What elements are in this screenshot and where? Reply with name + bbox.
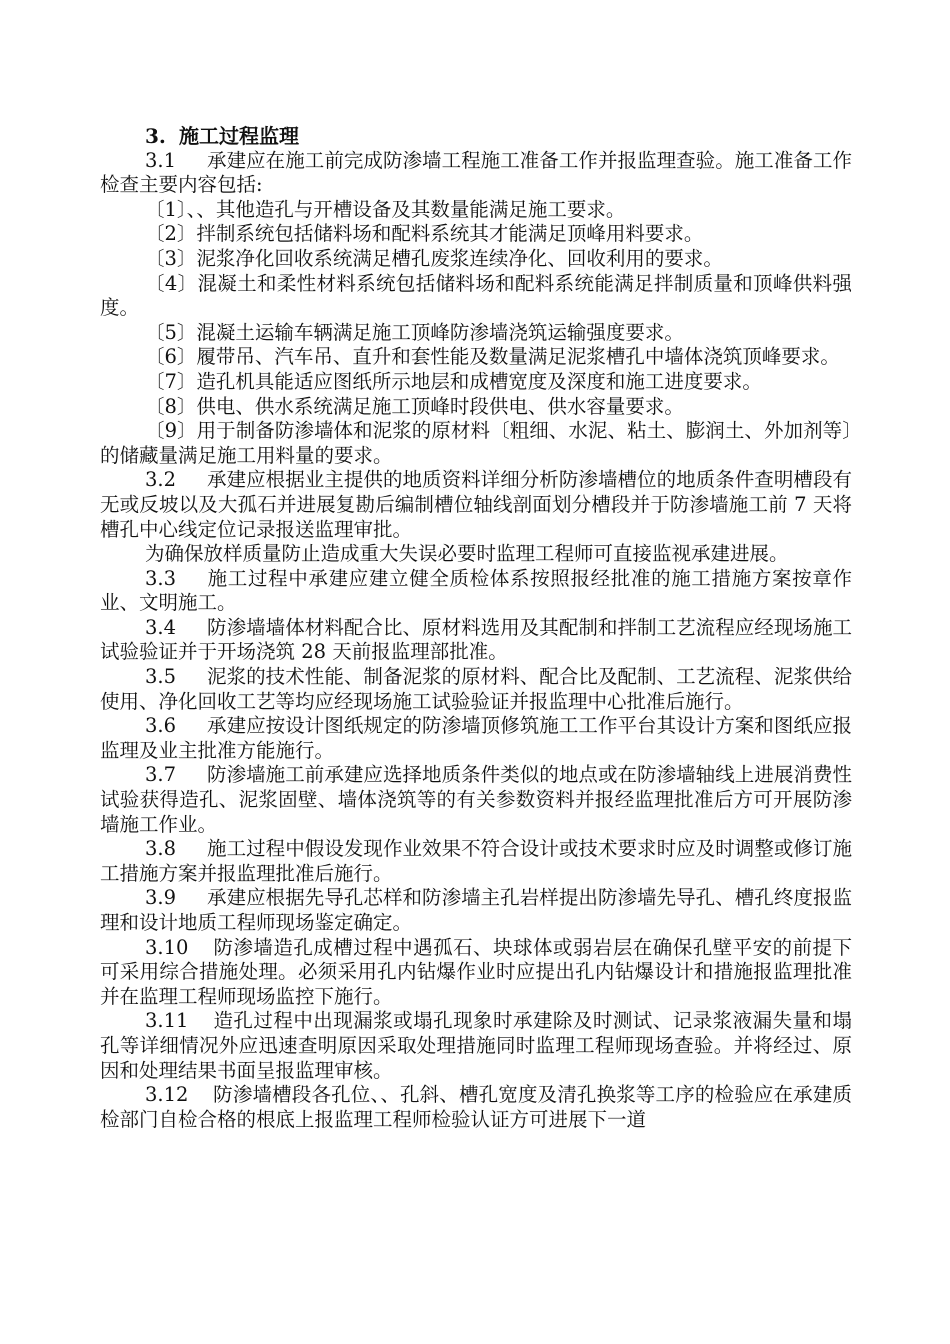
paragraph-number: 3.9 [145,886,177,910]
paragraph-text: 防渗墙墙体材料配合比、原材料选用及其配制和拌制工艺流程应经现场施工试验验证并于开场浇筑 28 天前报监理部批准。 [100,615,852,664]
paragraph-number: 3.12 [145,1083,189,1107]
paragraph-number: 3.6 [145,714,177,738]
list-item: 〔4〕混凝土和柔性材料系统包括储料场和配料系统能满足拌制质量和顶峰供料强度。 [100,271,852,320]
paragraph-number: 3.4 [145,615,177,639]
paragraph-3-12 [100,1083,852,1132]
paragraph-number: 3.1 [145,148,177,172]
paragraph-text: 防渗墙造孔成槽过程中遇孤石、块球体或弱岩层在确保孔壁平安的前提下可采用综合措施处理。必须采用孔内钻爆作业时应提出孔内钻爆设计和措施报监理批准并在监理工程师现场监控下施行。 [100,935,852,1008]
paragraph-text: 施工过程中承建应建立健全质检体系按照报经批准的施工措施方案按章作业、文明施工。 [100,566,852,615]
paragraph-3-11 [100,1009,852,1083]
paragraph-text: 防渗墙槽段各孔位、、孔斜、槽孔宽度及清孔换浆等工序的检验应在承建质检部门自检合格的根底上报监理工程师检验认证方可进展下一道 [100,1083,852,1131]
paragraph-3-9 [100,886,852,935]
list-item: 〔8〕供电、供水系统满足施工顶峰时段供电、供水容量要求。 [145,394,684,418]
paragraph-3-8 [100,837,852,886]
list-item: 〔9〕用于制备防渗墙体和泥浆的原材料〔粗细、水泥、粘土、膨润土、外加剂等〕的储藏量满足施工用料量的要求。 [100,419,852,467]
paragraph-number: 3.10 [145,935,189,959]
paragraph-number: 3.5 [145,665,177,689]
paragraph-3-5 [100,665,852,714]
list-item: 〔6〕履带吊、汽车吊、直升和套性能及数量满足泥浆槽孔中墙体浇筑顶峰要求。 [145,345,840,369]
list-item: 〔3〕泥浆净化回收系统满足槽孔废浆连续净化、回收利用的要求。 [145,246,723,270]
list-item: 〔1〕、、其他造孔与开槽设备及其数量能满足施工要求。 [145,197,626,221]
paragraph-text: 施工过程中假设发现作业效果不符合设计或技术要求时应及时调整或修订施工措施方案并报监理批准后施行。 [100,837,852,885]
list-item: 〔2〕拌制系统包括储料场和配料系统其才能满足顶峰用料要求。 [145,222,704,246]
section-title: 施工过程监理 [179,124,299,148]
list-item: 〔5〕混凝土运输车辆满足施工顶峰防渗墙浇筑运输强度要求。 [145,320,684,344]
paragraph-3-6 [100,714,852,763]
paragraph-text: 承建应根据先导孔芯样和防渗墙主孔岩样提出防渗墙先导孔、槽孔终度报监理和设计地质工程师现场鉴定确定。 [100,886,852,934]
paragraph-3-3 [100,567,852,616]
paragraph-text: 防渗墙施工前承建应选择地质条件类似的地点或在防渗墙轴线上进展消费性试验获得造孔、泥浆固壁、墙体浇筑等的有关参数资料并报经监理批准后方可开展防渗墙施工作业。 [100,763,852,836]
paragraph-text: 造孔过程中出现漏浆或塌孔现象时承建除及时测试、记录浆液漏失量和塌孔等详细情况外应迅速查明原因采取处理措施同时监理工程师现场查验。并将经过、原因和处理结果书面呈报监理审核。 [100,1009,852,1082]
paragraph-3-4 [100,616,852,665]
paragraph-3-2 [100,468,852,542]
section-number: 3. [145,124,166,148]
paragraph-text: 泥浆的技术性能、制备泥浆的原材料、配合比及配制、工艺流程、泥浆供给使用、净化回收工艺等均应经现场施工试验验证并报监理中心批准后施行。 [100,665,852,713]
paragraph-number: 3.7 [145,763,177,787]
paragraph-text: 承建应按设计图纸规定的防渗墙顶修筑施工工作平台其设计方案和图纸应报监理及业主批准方能施行。 [100,714,852,762]
paragraph-text: 承建应根据业主提供的地质资料详细分析防渗墙槽位的地质条件查明槽段有无或反坡以及大孤石并进展复勘后编制槽位轴线剖面划分槽段并于防渗墙施工前 7 天将槽孔中心线定位记录报送监理审批。 [100,468,852,541]
paragraph-3-7 [100,763,852,837]
paragraph-number: 3.2 [145,468,177,492]
paragraph-number: 3.3 [145,566,177,590]
document-body [100,124,852,1132]
paragraph-3-10 [100,936,852,1010]
paragraph-text: 承建应在施工前完成防渗墙工程施工准备工作并报监理查验。施工准备工作检查主要内容包括: [100,148,852,197]
section-heading [100,124,852,149]
paragraph-number: 3.8 [145,837,177,861]
paragraph-3-1 [100,149,852,198]
list-item: 〔7〕造孔机具能适应图纸所示地层和成槽宽度及深度和施工进度要求。 [145,369,762,393]
paragraph-number: 3.11 [145,1009,189,1033]
paragraph-3-2-continued: 为确保放样质量防止造成重大失误必要时监理工程师可直接监视承建进展。 [145,542,789,566]
